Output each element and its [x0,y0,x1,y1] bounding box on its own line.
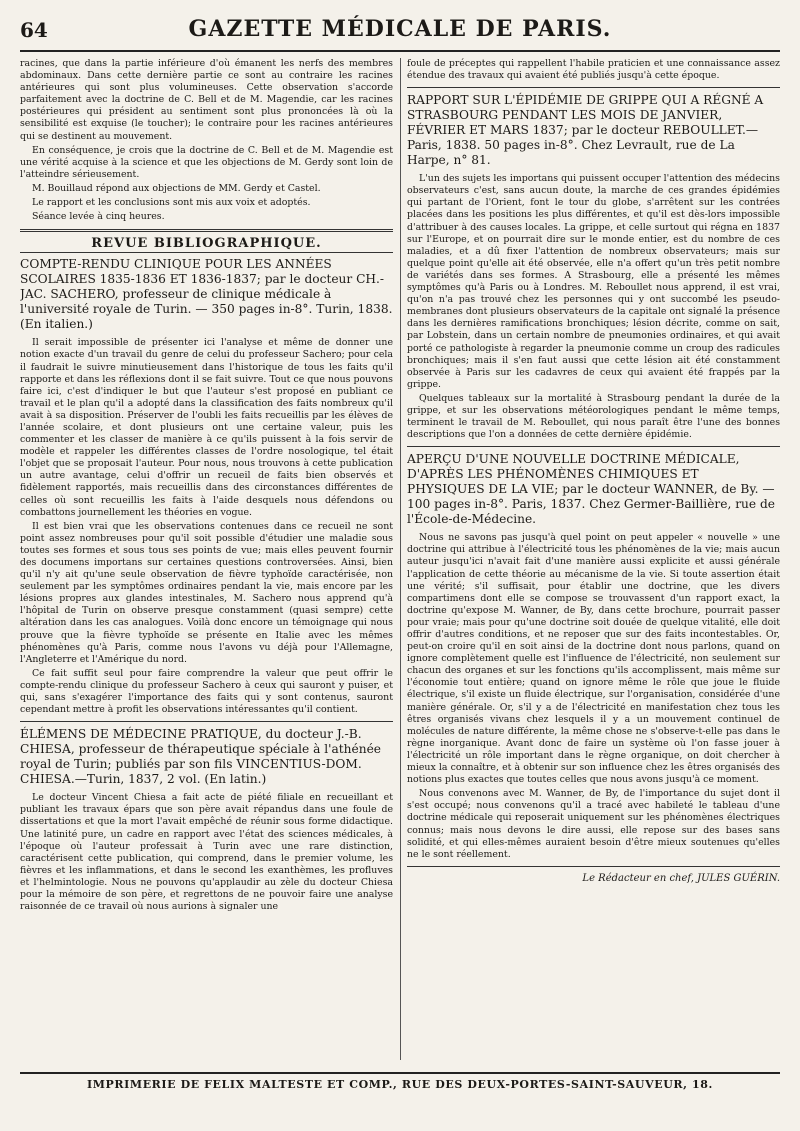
signature-divider [407,866,780,867]
review-title-reboullet: RAPPORT SUR L'ÉPIDÉMIE DE GRIPPE QUI A RÉGNÉ A STRASBOURG PENDANT LES MOIS DE JANVIER, FÉVRIER ET MARS 1837; par le docteur REBOULLET.—Paris, 1838. 50 pages in-8°. Chez Levrault, rue de La Harpe, n° 81. [407,93,764,168]
article-columns [20,58,780,1060]
newspaper-page [20,16,780,1116]
journal-title: GAZETTE MÉDICALE DE PARIS. [188,16,612,42]
review-title-chiesa: ÉLÉMENS DE MÉDECINE PRATIQUE, du docteur J.-B. CHIESA, professeur de thérapeutique spéciale à l'athénée royal de Turin; publiés par son fils VINCENTIUS-DOM. CHIESA.—Turin, 1837, 2 vol. (En latin.) [20,727,381,787]
left-column [20,58,393,1060]
review-divider [407,446,780,447]
column-rule [400,58,401,1060]
intro-paragraph: En conséquence, je crois que la doctrine de C. Bell et de M. Magendie est une vérité acquise à la science et que les objections de M. Gerdy sont loin de l'atteindre sérieusement. [20,144,393,180]
review-paragraph: Il est bien vrai que les observations contenues dans ce recueil ne sont point assez nombreuses pour qu'il soit possible d'étudier une maladie sous toutes ses formes et sous tous ses points de vue; mais elles peuvent fournir des documens importans sur certaines questions controversées. Ainsi, bien qu'il n'y ait qu'une seule observation de fièvre typhoïde caractérisée, non seulement par les symptômes ordinaires pendant la vie, mais encore par les lésions propres aux glandes intestinales, M. Sachero nous apprend qu'à l'hôpital de Turin on observe presque constamment (quasi sempre) cette altération dans les cas analogues. Voilà donc encore un témoignage qui nous prouve que la fièvre typhoïde se présente en Italie avec les mêmes phénomènes qu'à Paris, comme nous l'avons vu déjà pour l'Allemagne, l'Angleterre et l'Amérique du nord. [20,520,393,665]
intro-paragraph: racines, que dans la partie inférieure d'où émanent les nerfs des membres abdominaux. Dans cette dernière partie ce sont au contraire les racines antérieures qui sont plus volumineuses. Cette observation s'accorde parfaitement avec la doctrine de C. Bell et de M. Magendie, car les racines postérieures qui président au sentiment sont plus prononcées là où la sensibilité est exquise (le toucher); le contraire pour les racines antérieures qui se destinent au mouvement. [20,58,393,142]
page-number: 64 [20,18,48,42]
review-paragraph: L'un des sujets les importans qui puissent occuper l'attention des médecins observateurs c'est, sans aucun doute, la marche de ces grandes épidémies qui partant de l'Orient, font le tour du globe, s'arrêtent sur les contrées placées dans les positions les plus différentes, et qu'il est dès-lors impossible d'attribuer à des causes locales. La grippe, et celle surtout qui régna en 1837 sur l'Europe, et on pourrait dire sur le monde entier, est du nombre de ces maladies, et a dû fixer l'attention de nombreux observateurs; mais sur quelque point qu'elle ait été observée, elle n'a offert qu'un très petit nombre de variétés dans ses formes. A Strasbourg, elle a présenté les mêmes symptômes qu'à Paris ou à Londres. M. Reboullet nous apprend, il est vrai, qu'on n'a pas trouvé chez les personnes qui y ont succombé les pseudo-membranes dont plusieurs observateurs de la capitale ont signalé la présence dans les dernières ramifications bronchiques; lésion décrite, comme on sait, par Lobstein, dans un certain nombre de pneumonies ordinaires, et qui avait porté ce pathologiste à regarder la pneumonie comme un croup des radicules bronchiques; mais il s'en faut aussi que cette lésion ait été constamment observée à Paris sur les cadavres de ceux qui avaient été frappés par la grippe. [407,173,780,390]
printer-imprint: IMPRIMERIE DE FELIX MALTESTE ET COMP., RUE DES DEUX-PORTES-SAINT-SAUVEUR, 18. [20,1072,780,1091]
review-paragraph: Nous convenons avec M. Wanner, de By, de l'importance du sujet dont il s'est occupé; nous convenons qu'il a tracé avec habileté le tableau d'une doctrine médicale qui reposerait uniquement sur les phénomènes électriques connus; mais nous devons le dire aussi, elle repose sur des bases sans solidité, et qui elles-mêmes auraient besoin d'être mieux soutenues qu'elles ne le sont réellement. [407,788,780,860]
section-divider [20,229,393,232]
editor-signature: Le Rédacteur en chef, JULES GUÉRIN. [582,872,780,884]
review-divider [407,87,780,88]
review-title-wanner: APERÇU D'UNE NOUVELLE DOCTRINE MÉDICALE, D'APRÈS LES PHÉNOMÈNES CHIMIQUES ET PHYSIQUES DE LA VIE; par le docteur WANNER, de By. — 100 pages in-8°. Paris, 1837. Chez Germer-Baillière, rue de l'École-de-Médecine. [407,452,775,527]
intro-paragraph: M. Bouillaud répond aux objections de MM. Gerdy et Castel. [32,182,321,194]
review-paragraph: Quelques tableaux sur la mortalité à Strasbourg pendant la durée de la grippe, et sur les observations météorologiques pendant le même temps, terminent le travail de M. Reboullet, qui nous paraît être l'une des bonnes descriptions que l'on a données de cette dernière épidémie. [407,392,780,441]
section-rubric: REVUE BIBLIOGRAPHIQUE. [20,238,393,253]
review-paragraph: Le docteur Vincent Chiesa a fait acte de piété filiale en recueillant et publiant les travaux épars que son père avait répandus dans une foule de dissertations et que la mort l'avait empêché de réunir sous forme didactique. Une latinité pure, un cadre en rapport avec l'état des sciences médicales, à l'époque où l'auteur professait à Turin avec une rare distinction, caractérisent cette publication, qui comprend, dans le premier volume, les fièvres et les inflammations, et dans le second les exanthèmes, les profluves et l'helmintologie. Nous ne pouvons qu'applaudir au zèle du docteur Chiesa pour la mémoire de son père, et regrettons de ne pouvoir faire une analyse raisonnée de ce travail où nous aurions à signaler une [20,792,393,913]
right-column [407,58,780,1060]
continuation-paragraph: foule de préceptes qui rappellent l'habile praticien et une connaissance assez étendue des travaux qui avaient été publiés jusqu'à cette époque. [407,58,780,82]
intro-paragraph: Le rapport et les conclusions sont mis aux voix et adoptés. [32,197,311,209]
review-paragraph: Il serait impossible de présenter ici l'analyse et même de donner une notion exacte d'un travail du genre de celui du professeur Sachero; pour cela il faudrait le suivre minutieusement dans l'historique de tous les faits qu'il rapporte et dans les réflexions dont il se fait suivre. Tout ce que nous pouvons faire ici, c'est d'indiquer le but que l'auteur s'est proposé en publiant ce travail et le plan qu'il a adopté dans la classification des faits nombreux qu'il avait à sa disposition. Préserver de l'oubli les faits recueillis par les élèves de l'année scolaire, et dont plusieurs ont une certaine valeur, puis les commenter et les classer de manière à ce qu'ils puissent à la fois servir de modèle et rappeler les différentes classes de l'ordre nosologique, tel était l'objet que se proposait l'auteur. Pour nous, nous trouvons à cette publication un autre avantage, celui d'offrir un recueil de faits bien observés et fidèlement rapportés, mais recueillis dans des circonstances différentes de celles où sont recueillis les faits à l'aide desquels nous défendons ou combattons journellement les théories en vogue. [20,337,393,518]
review-divider [20,721,393,722]
review-paragraph: Nous ne savons pas jusqu'à quel point on peut appeler « nouvelle » une doctrine qui attribue à l'électricité tous les phénomènes de la vie; mais aucun auteur jusqu'ici n'avait fait d'une manière aussi explicite et aussi générale l'application de cette théorie au mécanisme de la vie. Si toute assertion était une vérité; s'il suffisait, pour établir une doctrine, que les divers compartimens dont elle se compose se trouvassent d'un rapport exact, la doctrine qu'expose M. Wanner, de By, dans cette brochure, pourrait passer pour vraie; mais pour qu'une doctrine soit douée de quelque vitalité, elle doit offrir d'autres conditions, et ne reposer que sur des faits incontestables. Or, peut-on croire qu'il en soit ainsi de la doctrine dont nous parlons, quand on ignore complètement quelle est l'influence de l'électricité, non seulement sur chacun des organes et sur les fonctions qu'ils accomplissent, mais même sur l'économie tout entière; quand on ignore même le rôle que joue le fluide électrique, s'il existe un fluide électrique, sur l'organisation, considérée d'une manière générale. Or, s'il y a de l'électricité en manifestation chez tous les êtres organisés vivans chez lesquels il y a un mouvement continuel de molécules de nature différente, la même chose ne s'observe-t-elle pas dans le règne inorganique. Avant donc de faire un système où l'on fasse jouer à l'électricité un rôle important dans le règne organique, on doit chercher à mieux la connaître, et à obtenir sur son influence chez les êtres organisés des notions plus exactes que toutes celles que nous avons jusqu'à ce moment. [407,532,780,786]
review-paragraph: Ce fait suffit seul pour faire comprendre la valeur que peut offrir le compte-rendu clinique du professeur Sachero à ceux qui sauront y puiser, et qui, sans s'exagérer l'importance des faits qui y sont contenus, sauront cependant mettre à profit les observations intéressantes qu'il contient. [20,667,393,716]
review-title-sachero: COMPTE-RENDU CLINIQUE POUR LES ANNÉES SCOLAIRES 1835-1836 ET 1836-1837; par le docteur CH.-JAC. SACHERO, professeur de clinique médicale à l'université royale de Turin. — 350 pages in-8°. Turin, 1838. (En italien.) [20,257,393,332]
intro-paragraph: Séance levée à cinq heures. [32,211,165,223]
page-header [20,16,780,52]
